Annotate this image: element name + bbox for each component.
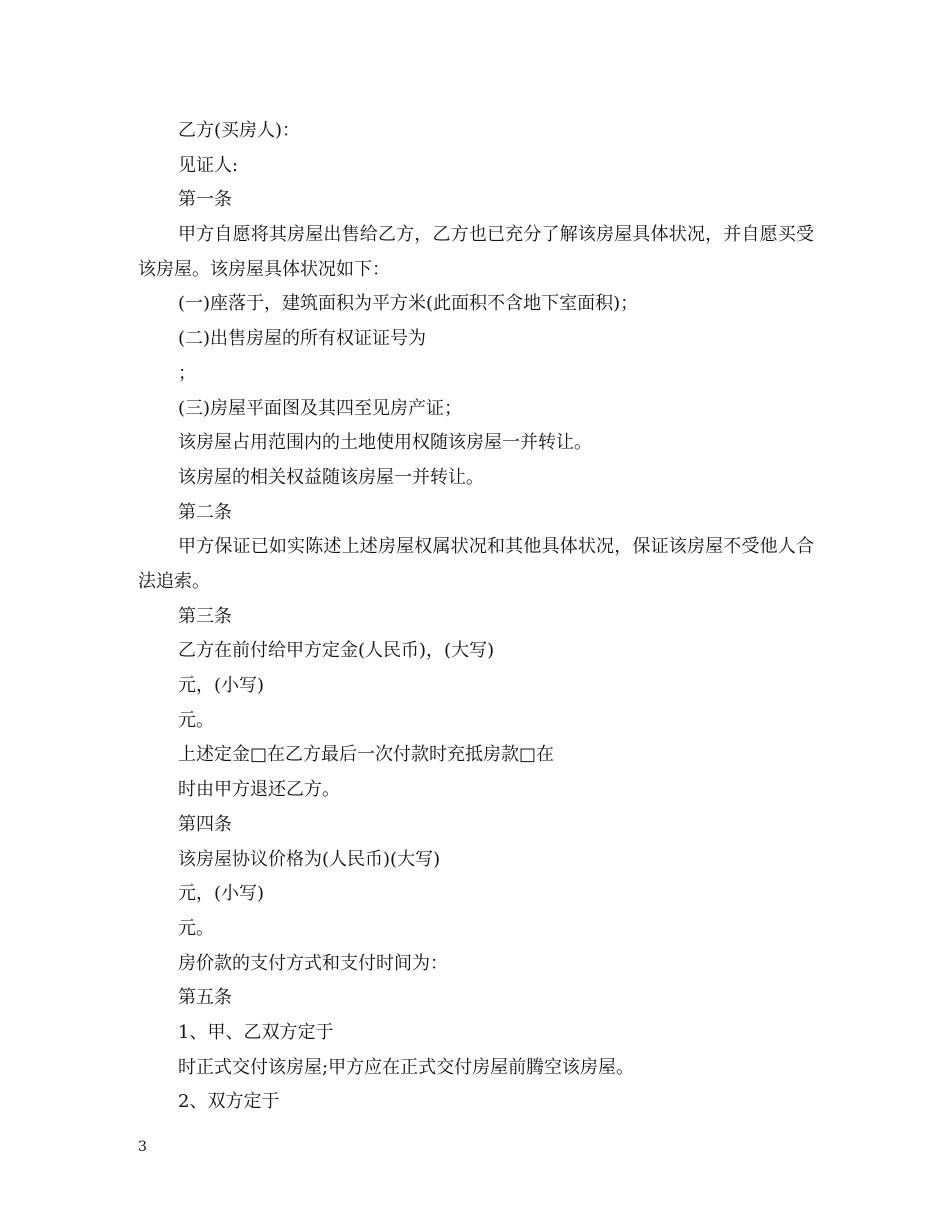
document-body	[138, 114, 814, 1120]
article-5-heading: 第五条	[178, 987, 232, 1009]
payment-method-line: 房价款的支付方式和支付时间为：	[178, 952, 448, 974]
witness-line: 见证人:	[178, 154, 239, 176]
article-3-heading: 第三条	[178, 605, 232, 627]
page-number: 3	[138, 1139, 147, 1155]
deposit-refund-line: 时由甲方退还乙方。	[178, 779, 340, 801]
both-parties-date-line: 2、双方定于	[178, 1091, 280, 1113]
deposit-lowercase-line: 元，(小写)	[178, 675, 265, 697]
article-2-paragraph: 甲方保证已如实陈述上述房屋权属状况和其他具体状况，保证该房屋不受他人合法追索。	[138, 536, 814, 592]
item-1-location: (一)座落于，建筑面积为平方米(此面积不含地下室面积)；	[178, 293, 639, 315]
deposit-offset-line: 上述定金□在乙方最后一次付款时充抵房款□在	[178, 744, 555, 766]
article-1-paragraph: 甲方自愿将其房屋出售给乙方，乙方也已充分了解该房屋具体状况，并自愿买受该房屋。该房屋具体状况如下：	[138, 224, 814, 280]
item-2-semicolon: ；	[178, 362, 196, 384]
article-1-heading: 第一条	[178, 189, 232, 211]
article-4-heading: 第四条	[178, 813, 232, 835]
deposit-yuan-line: 元。	[178, 709, 214, 731]
delivery-vacate-line: 时正式交付该房屋;甲方应在正式交付房屋前腾空该房屋。	[178, 1056, 635, 1078]
party-b-line: 乙方(买房人)：	[178, 120, 301, 141]
rights-transfer: 该房屋的相关权益随该房屋一并转让。	[178, 466, 484, 488]
land-use-transfer: 该房屋占用范围内的土地使用权随该房屋一并转让。	[178, 432, 592, 454]
price-lowercase-line: 元，(小写)	[178, 883, 265, 905]
deposit-uppercase-line: 乙方在前付给甲方定金(人民币)，(大写)	[178, 640, 495, 662]
article-2-heading: 第二条	[178, 501, 232, 523]
price-yuan-line: 元。	[178, 917, 214, 939]
item-2-certificate: (二)出售房屋的所有权证证号为	[178, 328, 427, 350]
item-3-floorplan: (三)房屋平面图及其四至见房产证；	[178, 397, 463, 419]
delivery-date-line: 1、甲、乙双方定于	[178, 1021, 334, 1043]
price-uppercase-line: 该房屋协议价格为(人民币)(大写)	[178, 848, 441, 870]
